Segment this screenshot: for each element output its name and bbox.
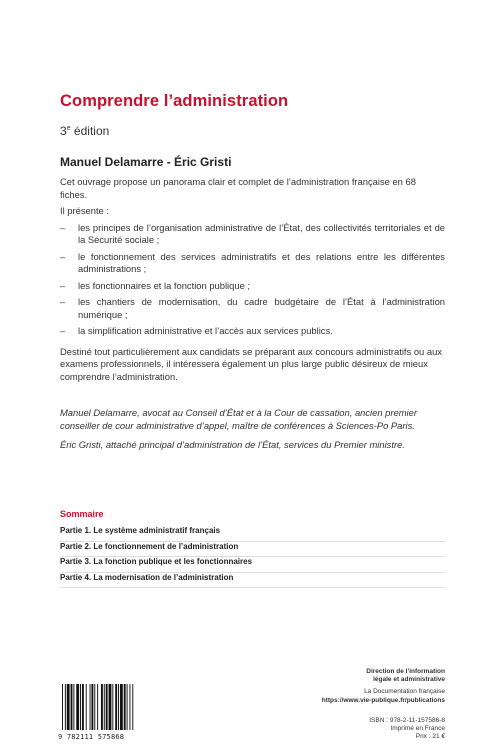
barcode-number: 9 782111 575868 — [58, 733, 125, 741]
authors: Manuel Delamarre - Éric Gristi — [60, 155, 232, 169]
isbn-block — [245, 717, 445, 742]
sommaire-title: Sommaire — [60, 509, 104, 519]
edition-number: 3 — [60, 124, 67, 138]
barcode-bar — [91, 684, 93, 730]
barcode-bar — [101, 684, 103, 730]
barcode-bar — [71, 684, 73, 730]
list-item-text: les principes de l’organisation administrative de l’État, des collectivités territoriales et de la Sécurité sociale ; — [78, 221, 445, 245]
sommaire-list — [60, 526, 445, 588]
publisher-url: https://www.vie-publique.fr/publications — [321, 696, 445, 704]
dash-icon: – — [60, 296, 66, 307]
barcode — [58, 684, 168, 742]
barcode-bars — [58, 684, 168, 732]
barcode-bar — [76, 684, 79, 730]
publisher-name: La Documentation française — [364, 688, 445, 696]
barcode-bar — [129, 684, 130, 730]
edition-label: édition — [70, 124, 110, 138]
barcode-bar — [97, 684, 98, 730]
barcode-bar — [82, 684, 84, 730]
barcode-bar — [112, 684, 113, 730]
sommaire-item: Partie 3. La fonction publique et les fonctionnaires — [60, 557, 445, 573]
publisher-line: légale et administrative — [373, 676, 445, 684]
dash-icon: – — [60, 325, 66, 336]
edition-suffix: e — [66, 125, 71, 132]
sommaire-item: Partie 1. Le système administratif français — [60, 526, 445, 542]
printed-in: Imprimé en France — [390, 725, 445, 733]
dash-icon: – — [60, 279, 66, 291]
list-item — [60, 222, 445, 247]
list-item — [60, 296, 445, 321]
dash-icon: – — [60, 221, 66, 233]
barcode-bar — [62, 684, 63, 730]
description — [60, 176, 445, 387]
list-item-text: les chantiers de modernisation, du cadre budgétaire de l’État à l’administration numérique ; — [78, 296, 445, 320]
barcode-bar — [65, 684, 66, 730]
barcode-bar — [115, 684, 117, 730]
dash-icon: – — [60, 250, 66, 262]
intro-paragraph: Cet ouvrage propose un panorama clair et complet de l’administration française en 68 fiches. — [60, 176, 416, 200]
price: Prix : 21 € — [415, 733, 445, 741]
audience-paragraph: Destiné tout particulièrement aux candidats se préparant aux concours administratifs ou aux examens professionnels, il intéressera également un plus large public désireux de mieux comprendre l’administration. — [60, 345, 442, 382]
barcode-bar — [86, 684, 87, 730]
barcode-bar — [127, 684, 128, 730]
publisher-line: Direction de l’information — [366, 668, 445, 675]
list-item — [60, 280, 445, 293]
list-item-text: les fonctionnaires et la fonction publique ; — [78, 279, 250, 291]
barcode-bar — [104, 684, 105, 730]
list-item-text: la simplification administrative et l’accès aux services publics. — [78, 325, 333, 336]
sommaire-item: Partie 4. La modernisation de l’administration — [60, 573, 445, 589]
barcode-bar — [120, 684, 123, 730]
barcode-bar — [132, 684, 133, 730]
barcode-bar — [73, 684, 74, 730]
bullet-list — [60, 222, 445, 338]
edition — [60, 124, 109, 138]
book-title: Comprendre l’administration — [60, 92, 289, 110]
list-item — [60, 325, 445, 338]
barcode-bar — [109, 684, 112, 730]
barcode-bar — [67, 684, 70, 730]
list-item — [60, 251, 445, 276]
bio-gristi: Éric Gristi, attaché principal d’administration de l’État, services du Premier ministre. — [60, 439, 405, 451]
sommaire-item: Partie 2. Le fonctionnement de l’administration — [60, 542, 445, 558]
barcode-bar — [90, 684, 91, 730]
barcode-bar — [118, 684, 119, 730]
barcode-bar — [124, 684, 126, 730]
list-item-text: le fonctionnement des services administratifs et des relations entre les différentes administrations ; — [78, 250, 445, 274]
isbn: ISBN : 978-2-11-157586-8 — [369, 717, 445, 724]
publisher-block — [245, 668, 445, 705]
author-bios — [60, 407, 445, 459]
barcode-bar — [106, 684, 108, 730]
bio-delamarre: Manuel Delamarre, avocat au Conseil d’État et à la Cour de cassation, ancien premier conseiller de cour administrative d’appel, maître de conférences à Sciences-Po Paris. — [60, 407, 417, 431]
presents-label: Il présente : — [60, 205, 109, 216]
barcode-bar — [94, 684, 95, 730]
barcode-bar — [80, 684, 81, 730]
